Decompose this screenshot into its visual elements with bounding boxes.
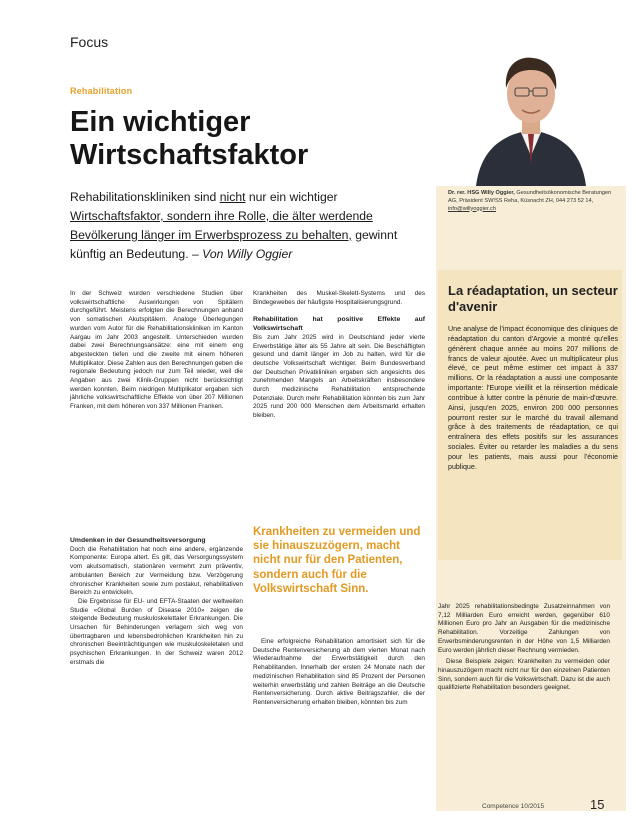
author-photo bbox=[436, 6, 626, 186]
column-1-subheading: Umdenken in der Gesundheitsversorgung bbox=[70, 537, 206, 544]
author-name: Dr. rer. HSG Willy Oggier, bbox=[448, 190, 515, 196]
french-summary-text: Une analyse de l'impact économique des cliniques de réadaptation du canton d'Argovie a montré qu'elles génèrent chaque année au moins 207 millions de francs de valeur ajoutée. Avec un multiplicateur plus élevé, ce peut même estimer cet impact à 337 millions. Or la réadaptation a aussi une composante importante: l'Europe vieillit et la réinsertion médicale contribue à lutter contre la pénurie de main-d'œuvre. Ainsi, jusqu'en 2025, environ 200 000 personnes pourront rester sur le marché du travail allemand grâce à des traitements de réadaptation, ce qui entraînera des effets positifs sur les assurances sociales. Éviter ou retarder les maladies a du sens pour les patients, mais aussi pour l'économie publique. bbox=[448, 325, 618, 471]
kicker: Rehabilitation bbox=[70, 86, 133, 96]
column-1-paragraph-3: Die Ergebnisse für EU- und EFTA-Staaten der weltweiten Studie «Global Burden of Disease 2010» zeigen die steigende Bedeutung muskuloskelettaler Erkrankungen. Die Ursachen für Behinderungen verlagern sich weg von übertragbaren und lebensbedrohlichen Krankheiten hin zu chronischen Beeinträchtigungen wie muskuloskeletalen und psychischen Erkrankungen. In der Schweiz waren 2012 erstmals die bbox=[70, 597, 243, 666]
pull-quote: Krankheiten zu vermeiden und sie hinauszuzögern, macht nicht nur für den Patienten, sondern auch für die Volkswirtschaft Sinn. bbox=[253, 526, 421, 595]
lead-text-1: Rehabilitationskliniken sind bbox=[70, 190, 220, 204]
column-1-top bbox=[70, 290, 243, 412]
column-2-paragraph-1: Krankheiten des Muskel-Skelett-Systems und des Bindegewebes der häufigste Hospitalisierungsgrund. bbox=[253, 290, 425, 306]
french-summary-title: La réadaptation, un secteur d'avenir bbox=[448, 283, 618, 314]
column-2-bottom bbox=[253, 638, 425, 708]
byline: Von Willy Oggier bbox=[202, 247, 293, 261]
lead-text-2: nur ein wichtiger bbox=[245, 190, 338, 204]
column-1-bottom bbox=[70, 533, 243, 668]
author-email-link[interactable]: info@willyoggier.ch bbox=[448, 205, 496, 212]
author-caption bbox=[448, 190, 614, 213]
column-2-paragraph-3: Eine erfolgreiche Rehabilitation amortisiert sich für die Deutsche Rentenversicherung ab dem vierten Monat nach Wiederaufnahme der Erwerbstätigkeit durch den Rehabilitanden. Innerhalb der ersten 24 Monate nach der medizinischen Rehabilitation sind 85 Prozent der Personen weiterhin erwerbstätig und zahlen Beiträge an die Deutsche Rentenversicherung. Durch aktive Beitragszahler, die der Rentenversicherung erhalten bleiben, könnten bis zum bbox=[253, 638, 425, 706]
column-3-paragraph-2: Diese Beispiele zeigen: Krankheiten zu vermeiden oder hinauszuzögern macht nicht nur für den einzelnen Patienten Sinn, sondern auch für die Volkswirtschaft. Dazu ist die auch qualifizierte Rehabilitation besonders geeignet. bbox=[438, 658, 610, 692]
author-portrait-image bbox=[436, 6, 626, 186]
lead-underline-2: Wirtschaftsfaktor, sondern ihre Rolle, die älter werdende Bevölkerung länger im Erwerbsprozess zu behalten, bbox=[70, 209, 373, 242]
column-3-paragraph-1: Jahr 2025 rehabilitationsbedingte Zusatzeinnahmen von 7,12 Milliarden Euro erreicht werden, gegenüber 610 Millionen Euro pro Jahr an Ausgaben für die medizinische Rehabilitation. Vorzeitige Zahlungen von Erwerbsminderungsrenten in der Höhe von 1,5 Milliarden Euro werden jährlich dieser Rechnung vermieden. bbox=[438, 603, 610, 654]
section-label: Focus bbox=[70, 34, 109, 50]
lead-underline-1: nicht bbox=[219, 190, 246, 204]
article-lead bbox=[70, 188, 430, 264]
article-title: Ein wichtiger Wirtschaftsfaktor bbox=[70, 106, 309, 171]
magazine-footer: Competence 10/2015 bbox=[482, 803, 545, 810]
column-2-paragraph-2: Bis zum Jahr 2025 wird in Deutschland jeder vierte Erwerbstätige älter als 55 Jahre alt sein. Die Beschäftigten gesund und damit länger im Job zu halten, wird für die deutsche Volkswirtschaft wichtiger. Beim Bundesverband der Deutschen Privatkliniken ergaben sich angesichts des zunehmenden Mangels an Arbeitskräften insbesondere durch medizinische Rehabilitation entsprechende Potenziale. Durch mehr Rehabilitation könnten bis zum Jahr 2025 rund 200 000 Menschen dem Arbeitsmarkt erhalten bleiben. bbox=[253, 333, 425, 420]
column-2-top bbox=[253, 290, 425, 421]
column-1-paragraph-1: In der Schweiz wurden verschiedene Studien über volkswirtschaftliche Auswirkungen von Spitälern durchgeführt. Meistens erfolgten die Berechnungen anhand von somatischen Akutspitälern. Analoge Überlegungen wurden vom Autor für die Rehabilitationskliniken im Kanton Aargau im Jahr 2003 angestellt. Unterschieden wurden dabei zwei Berechnungsansätze: eine mit einem eng abgesteckten tiefen und die zweite mit einem höheren Multiplikator. Diese Zahlen aus den Berechnungen geben die regionale Bedeutung jedoch nur zum Teil wieder, weil die Angaben aus zwei Klinik-Gruppen nicht berücksichtigt werden konnten. Beim niedrigen Multiplikator ergaben sich jährliche volkswirtschaftliche Effekte von über 207 Millionen Franken, mit dem höheren von 337 Millionen Franken. bbox=[70, 290, 243, 411]
author-details: Gesundheitsökonomische Beratungen AG, Präsident SW!SS Reha, Küsnacht ZH, 044 273 52 14, bbox=[448, 190, 612, 204]
column-1-paragraph-2: Doch die Rehabilitation hat noch eine andere, ergänzende Komponente: Europa altert. Es gilt, das Versorgungssystem vom akutsomatisch, stationären vermehrt zum präventiv, ambulanten Bereich zur Vermeidung bzw. Verzögerung chronischer Krankheiten sowie zum postakut, rehabilitativen Bereich zu entwickeln. bbox=[70, 545, 243, 597]
page-number: 15 bbox=[590, 797, 605, 812]
column-2-subheading: Rehabilitation hat positive Effekte auf Volkswirtschaft bbox=[253, 316, 425, 333]
lead-text-3: gewinnt künftig an Bedeutung. – bbox=[70, 228, 398, 261]
column-3 bbox=[438, 603, 610, 693]
